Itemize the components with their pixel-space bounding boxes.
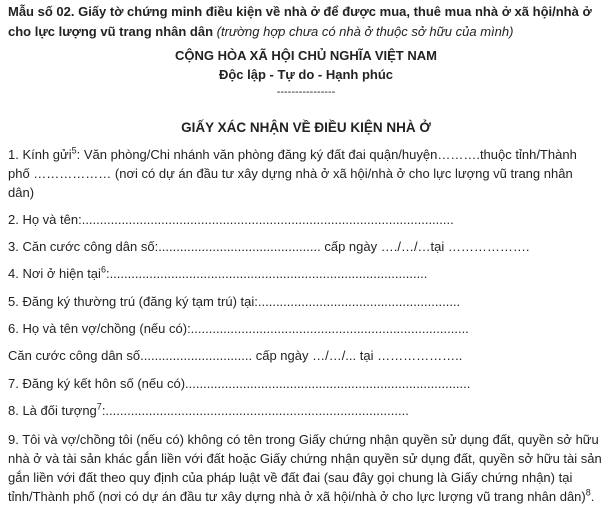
field-ket-hon: 7. Đăng ký kết hôn số (nếu có)............................................................................... [8, 376, 471, 391]
noi-o-label: 4. Nơi ở hiện tại [8, 266, 101, 281]
form-header-note: (trường hợp chưa có nhà ở thuộc sở hữu của mình) [216, 24, 514, 39]
field-doi-tuong [8, 403, 409, 418]
national-motto: Độc lập - Tự do - Hạnh phúc [218, 67, 394, 82]
kinh-gui-label: 1. Kính gửi [8, 147, 72, 162]
field-cam-doan [8, 430, 602, 506]
footnote-8: 8 [585, 487, 591, 498]
footnote-6: 6 [100, 264, 106, 275]
noi-o-dots: :........................................................................................ [105, 266, 428, 281]
field-ho-ten: 2. Họ và tên:....................................................................................................... [8, 212, 454, 227]
footnote-7: 7 [96, 401, 102, 412]
field-kinh-gui [8, 145, 602, 202]
form-header [8, 2, 602, 42]
field-dang-ky: 5. Đăng ký thường trú (đăng ký tạm trú) tại:........................................................ [8, 294, 461, 309]
field-cccd: 3. Căn cước công dân số:............................................. cấp ngày …./…/…tại ………………. [8, 239, 530, 254]
field-noi-o [8, 266, 427, 281]
header-divider: ---------------- [276, 86, 336, 98]
form-header-title: Mẫu số 02. Giấy tờ chứng minh điều kiện về nhà ở để được mua, thuê mua nhà ở xã hội/nhà ở cho lực lượng vũ trang nhân dân [8, 4, 592, 39]
kinh-gui-text: : Văn phòng/Chi nhánh văn phòng đăng ký đất đai quận/huyện……….thuộc tỉnh/Thành phố ……………… (nơi có dự án đầu tư xây dựng nhà ở xã hội/nhà ở cho lực lượng vũ trang nhân dân) [8, 147, 577, 200]
cam-doan-text: 9. Tôi và vợ/chồng tôi (nếu có) không có tên trong Giấy chứng nhận quyền sử dụng đất, quyền sở hữu nhà ở và tài sản khác gắn liền với đất hoặc Giấy chứng nhận quyền sử dụng đất, quyền sở hữu tài sản gắn liền với đất theo quy định của pháp luật về đất đai (sau đây gọi chung là Giấy chứng nhận) tại tỉnh/Thành phố (nơi có dự án đầu tư xây dựng nhà ở xã hội/nhà ở cho lực lượng vũ trang nhân dân) [8, 432, 602, 504]
document-title: GIẤY XÁC NHẬN VỀ ĐIỀU KIỆN NHÀ Ở [181, 120, 431, 135]
footnote-5: 5 [71, 145, 77, 156]
doi-tuong-dots: :.................................................................................... [101, 403, 409, 418]
doi-tuong-label: 8. Là đối tượng [8, 403, 97, 418]
cam-doan-end: . [590, 489, 595, 504]
country-name: CỘNG HÒA XÃ HỘI CHỦ NGHĨA VIỆT NAM [175, 48, 437, 63]
field-vo-chong-cccd: Căn cước công dân số............................... cấp ngày …/…/... tại ……………….. [8, 348, 463, 363]
field-vo-chong: 6. Họ và tên vợ/chồng (nếu có):............................................................................. [8, 321, 469, 336]
